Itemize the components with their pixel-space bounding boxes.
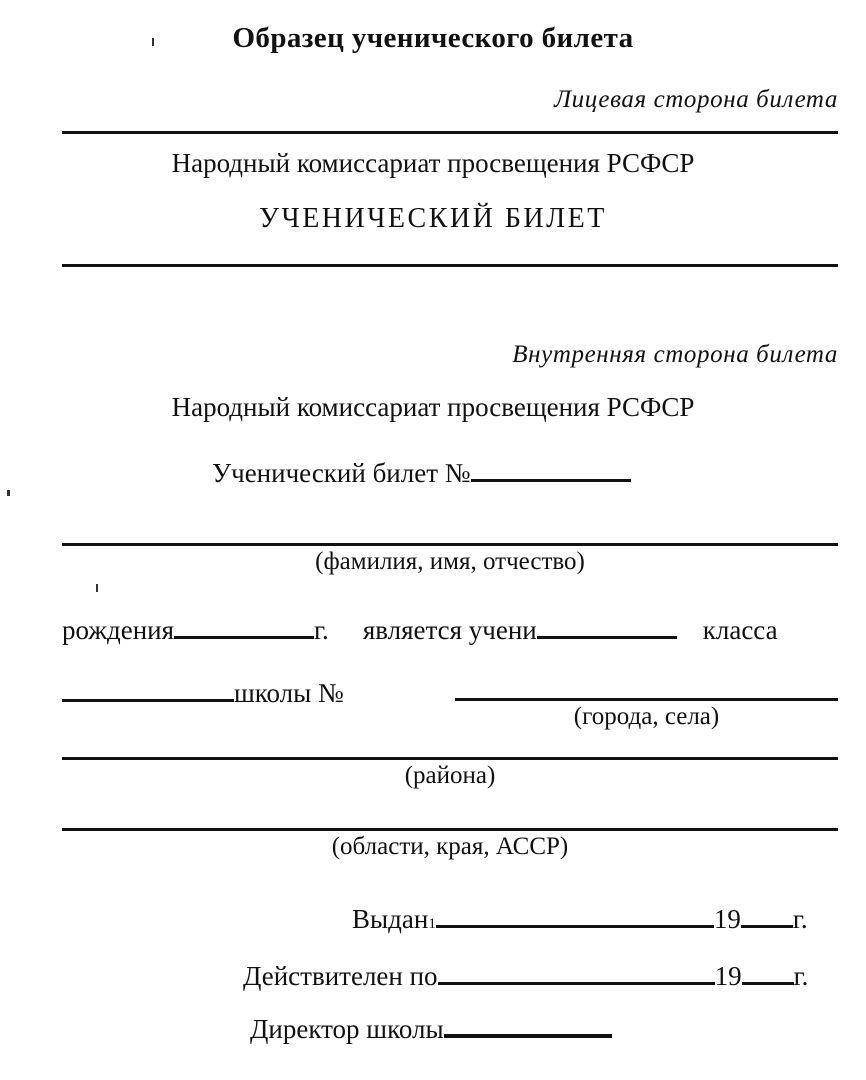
director-signature-field[interactable] (444, 1017, 612, 1038)
front-side-bottom-rule (62, 264, 838, 267)
class-label: класса (702, 615, 778, 645)
director-label: Директор школы (250, 1014, 444, 1044)
issued-label: Выдан (352, 904, 429, 934)
issued-year-abbr: г. (792, 904, 808, 934)
issued-date-field[interactable] (436, 898, 714, 928)
inner-issuer-text: Народный комиссариат просвещения РСФСР (171, 392, 695, 422)
region-caption: (области, края, АССР) (331, 833, 569, 860)
front-issuer-text: Народный комиссариат просвещения РСФСР (171, 148, 695, 178)
region-rule[interactable] (62, 828, 838, 831)
page-title: Образец ученического билета (232, 22, 634, 54)
valid-until-century-prefix: 19 (714, 961, 742, 991)
city-caption: (города, села) (573, 703, 720, 730)
front-side-top-rule (62, 131, 838, 134)
inner-side-label: Внутренняя сторона билета (512, 341, 838, 368)
valid-until-line (243, 955, 808, 992)
valid-until-year-field[interactable] (742, 955, 794, 985)
scan-speck-icon (96, 584, 98, 592)
ticket-number-field[interactable] (471, 452, 631, 482)
birth-and-class-line (62, 609, 838, 646)
ticket-number-label: Ученический билет № (212, 458, 471, 488)
school-line (62, 672, 344, 709)
birth-year-field[interactable] (174, 609, 314, 639)
city-rule[interactable] (455, 698, 838, 701)
front-heading-text: УЧЕНИЧЕСКИЙ БИЛЕТ (259, 203, 607, 234)
director-signature-line (250, 1014, 612, 1045)
valid-until-label: Действителен по (243, 961, 438, 991)
class-field[interactable] (537, 609, 677, 639)
valid-until-date-field[interactable] (438, 955, 715, 985)
issued-century-prefix: 19 (713, 904, 741, 934)
full-name-rule[interactable] (62, 543, 838, 546)
issued-year-field[interactable] (741, 898, 793, 928)
full-name-caption: (фамилия, имя, отчество) (315, 548, 585, 575)
district-caption: (района) (404, 762, 496, 789)
front-side-label: Лицевая сторона билета (554, 86, 838, 113)
ticket-number-line (212, 452, 631, 489)
valid-until-year-abbr: г. (793, 961, 809, 991)
school-name-field[interactable] (62, 672, 234, 702)
issued-line: Выдан 1 19 г. (352, 898, 808, 935)
birth-label: рождения (62, 615, 175, 645)
birth-year-abbr: г. (314, 615, 329, 645)
is-student-label: является учени (362, 615, 537, 645)
scan-speck-icon (7, 490, 10, 496)
district-rule[interactable] (62, 757, 838, 760)
school-label: школы № (234, 678, 344, 708)
